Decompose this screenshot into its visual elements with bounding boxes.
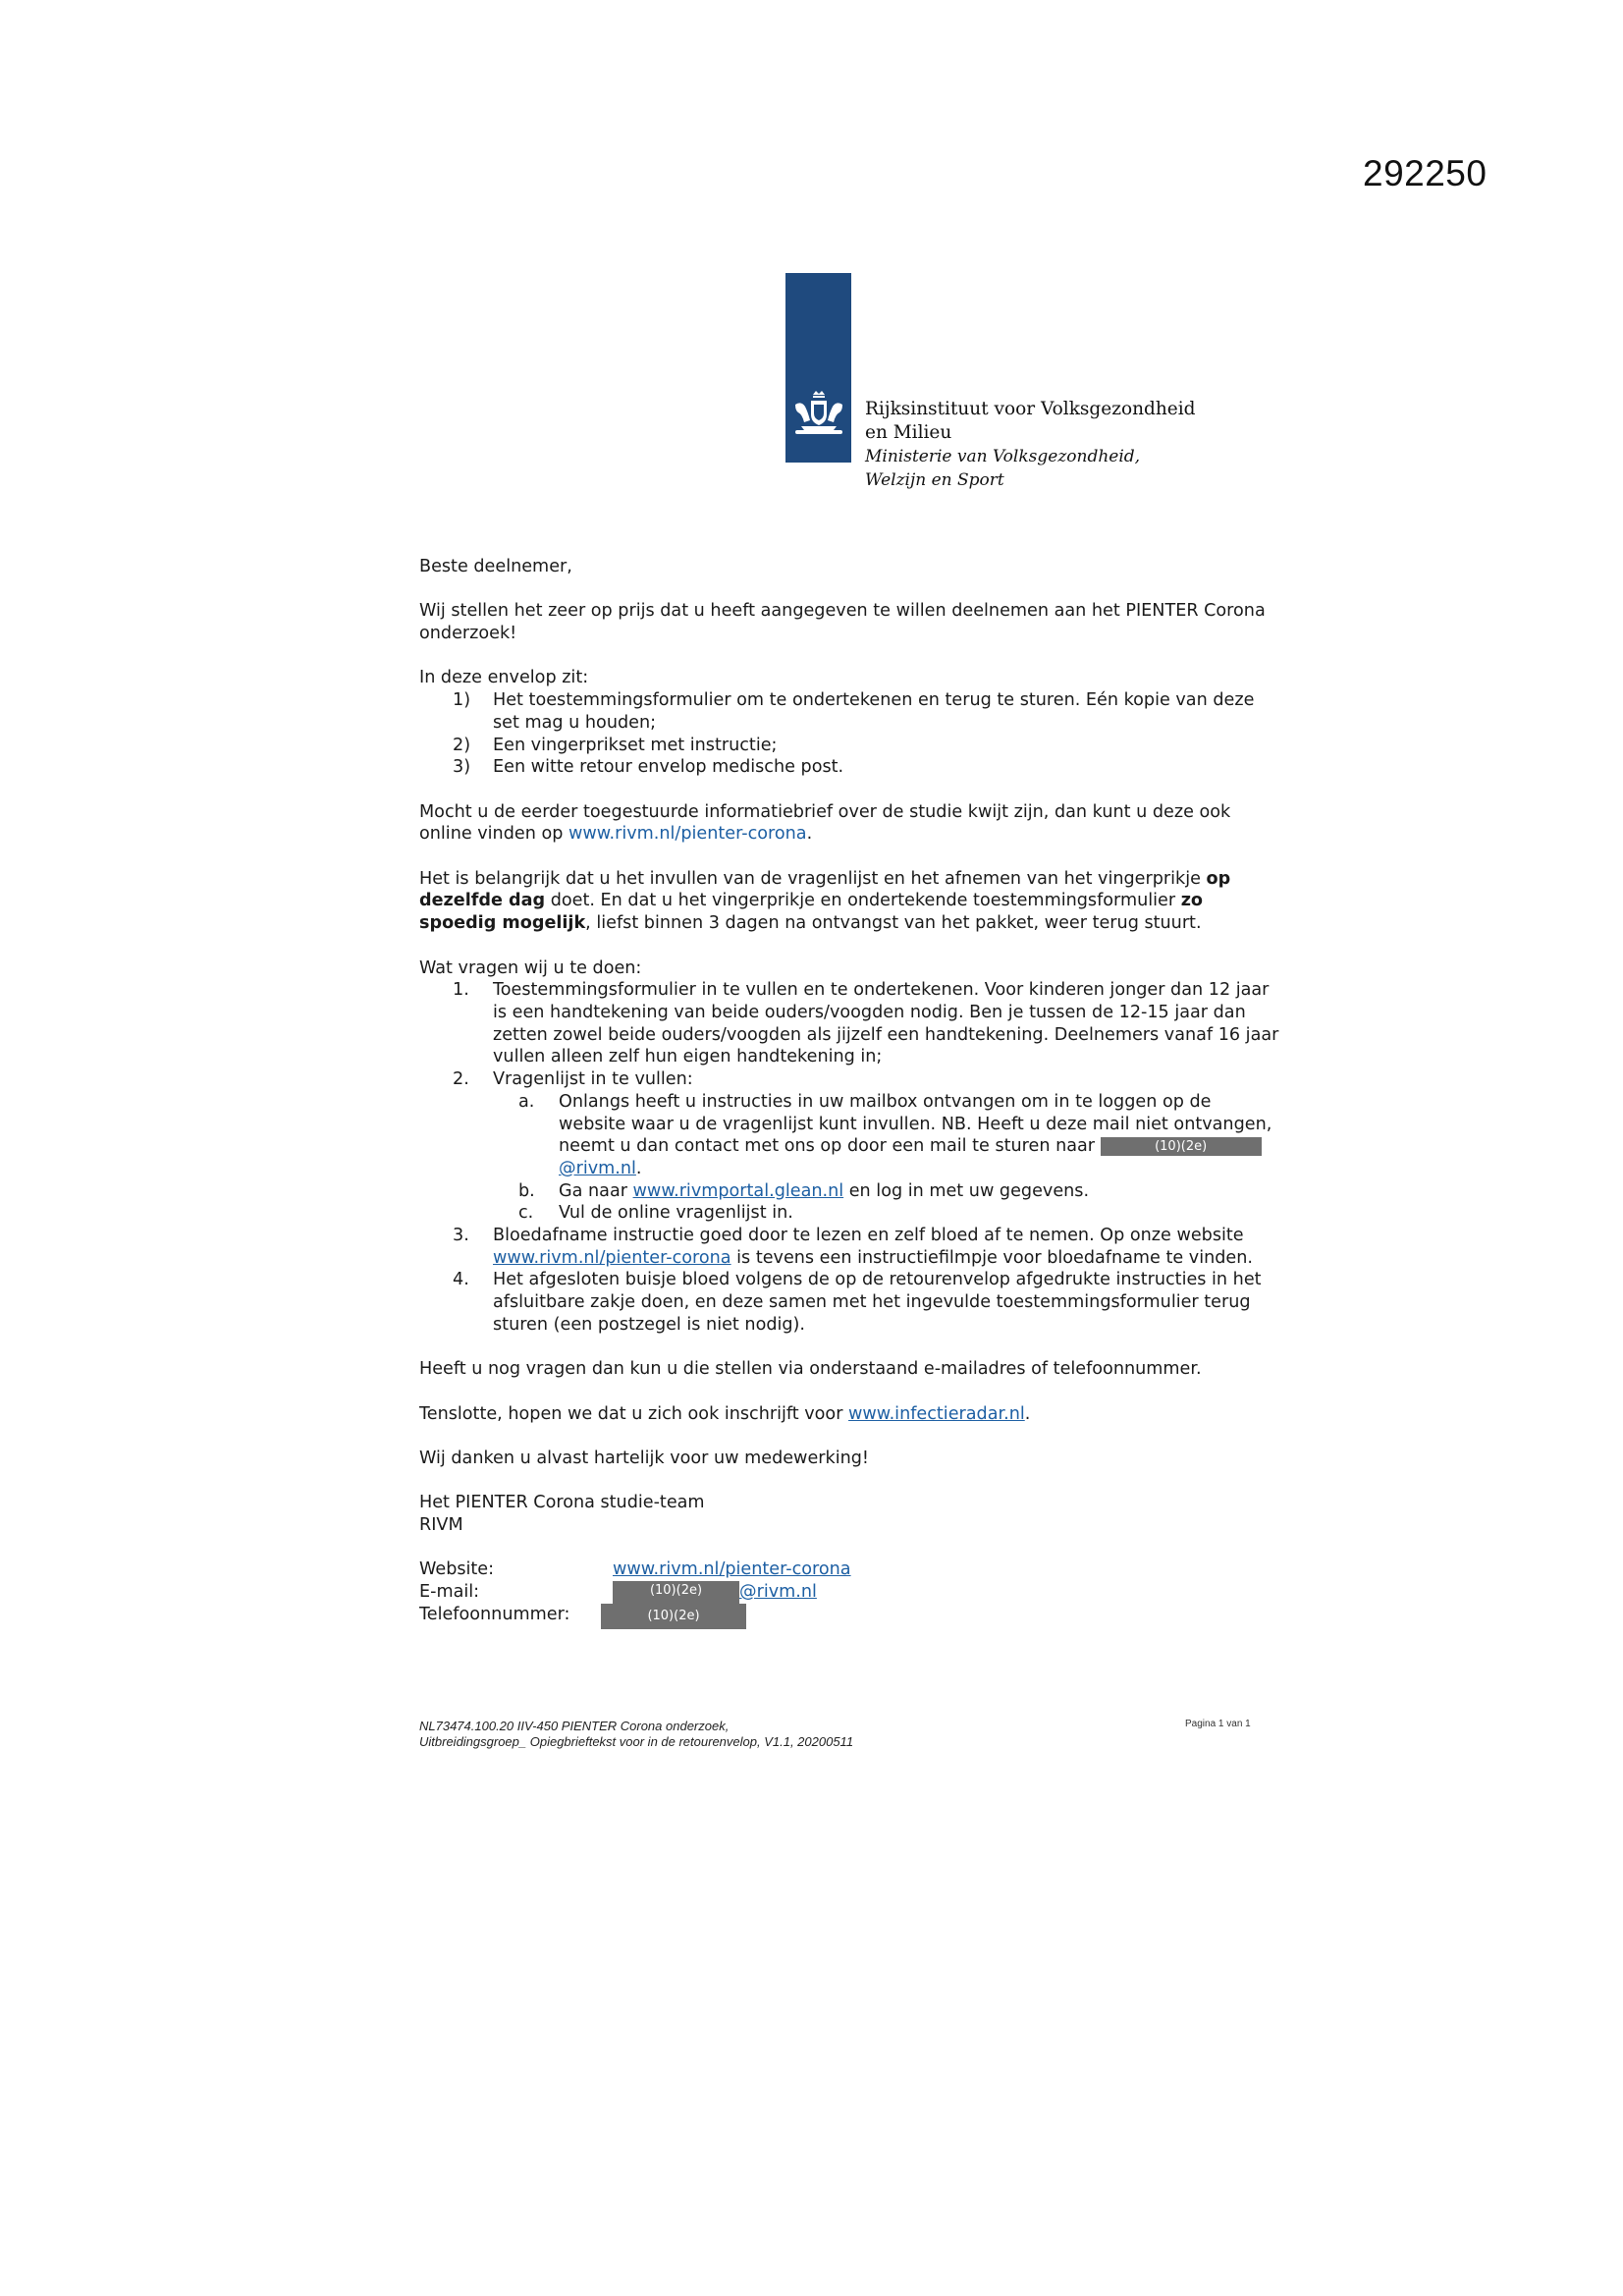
pienter-link[interactable]: www.rivm.nl/pienter-corona bbox=[493, 1247, 731, 1268]
list-item: 3. Bloedafname instructie goed door te lezen en zelf bloed af te nemen. Op onze website www.rivm.nl/pienter-corona is tevens een instructiefilmpje voor bloedafname te vinden. bbox=[453, 1226, 1253, 1268]
important-paragraph: Het is belangrijk dat u het invullen van de vragenlijst en het afnemen van het vingerprikje op dezelfde dag doet. En dat u het vingerprikje en ondertekende toestemmingsformulier zo spoedig mogelijk, liefst binnen 3 dagen na ontvangst van het pakket, weer terug stuurt. bbox=[419, 868, 1231, 934]
list-item: 1) Het toestemmingsformulier om te ondertekenen en terug te sturen. Eén kopie van deze set mag u houden; bbox=[453, 690, 1255, 733]
redacted-block: (10)(2e) bbox=[1101, 1137, 1262, 1156]
info-paragraph: Mocht u de eerder toegestuurde informatiebrief over de studie kwijt zijn, dan kunt u deze ook online vinden op www.rivm.nl/pienter-corona. bbox=[419, 801, 1231, 845]
list-item: 4. Het afgesloten buisje bloed volgens de op de retourenvelop afgedrukte instructies in het afsluitbare zakje doen, en deze samen met het ingevulde toestemmingsformulier terug sturen (een postzegel is niet nodig). bbox=[453, 1270, 1262, 1335]
email-link[interactable]: @rivm.nl bbox=[739, 1582, 817, 1603]
document-number: 292250 bbox=[1363, 153, 1488, 193]
letter-body bbox=[419, 556, 1283, 1629]
signature: RIVM bbox=[419, 1515, 463, 1536]
contact-website: Website: www.rivm.nl/pienter-corona bbox=[419, 1559, 851, 1580]
footer: NL73474.100.20 IIV-450 PIENTER Corona onderzoek, Uitbreidingsgroep_ Opiegbrieftekst voor in de retourenvelop, V1.1, 20200511 bbox=[419, 1719, 854, 1749]
thanks-paragraph: Wij danken u alvast hartelijk voor uw medewerking! bbox=[419, 1449, 869, 1468]
greeting: Beste deelnemer, bbox=[419, 557, 572, 576]
crest-icon bbox=[791, 391, 846, 440]
list-item: 1. Toestemmingsformulier in te vullen en te ondertekenen. Voor kinderen jonger dan 12 jaar is een handtekening van beide ouders/voogden nodig. Ben je tussen de 12-15 jaar dan zetten zowel beide ouders/voogden als jijzelf een handtekening. Deelnemers vanaf 16 jaar vullen alleen zelf hun eigen handtekening in; bbox=[453, 980, 1279, 1067]
contact-email: E-mail: (10)(2e) @rivm.nl bbox=[419, 1582, 817, 1603]
intro-paragraph: Wij stellen het zeer op prijs dat u heeft aangegeven te willen deelnemen aan het PIENTER Corona onderzoek! bbox=[419, 601, 1266, 644]
portal-link[interactable]: www.rivmportal.glean.nl bbox=[632, 1180, 844, 1201]
infectieradar-link[interactable]: www.infectieradar.nl bbox=[848, 1403, 1025, 1424]
page-number: Pagina 1 van 1 bbox=[1185, 1719, 1251, 1729]
todo-heading: Wat vragen wij u te doen: bbox=[419, 957, 642, 978]
redacted-block: (10)(2e) bbox=[601, 1604, 746, 1629]
list-item: 2) Een vingerprikset met instructie; bbox=[453, 735, 778, 755]
contact-phone: Telefoonnummer: (10)(2e) bbox=[419, 1604, 1283, 1629]
questions-paragraph: Heeft u nog vragen dan kun u die stellen via onderstaand e-mailadres of telefoonnummer. bbox=[419, 1359, 1202, 1380]
list-item: a. Onlangs heeft u instructies in uw mailbox ontvangen om in te loggen op de website waar u de vragenlijst kunt invullen. NB. Heeft u deze mail niet ontvangen, neemt u dan contact met ons op door een mail te sturen naar (10)(2e)@rivm.nl. bbox=[518, 1091, 1272, 1178]
redacted-block: (10)(2e) bbox=[613, 1581, 739, 1604]
list-item: 3) Een witte retour envelop medische post. bbox=[453, 757, 844, 778]
finally-paragraph: Tenslotte, hopen we dat u zich ook inschrijft voor www.infectieradar.nl. bbox=[419, 1403, 1031, 1424]
signature: Het PIENTER Corona studie-team bbox=[419, 1493, 705, 1513]
list-item: c. Vul de online vragenlijst in. bbox=[518, 1203, 793, 1224]
list-item: 2. Vragenlijst in te vullen: bbox=[453, 1069, 693, 1090]
list-item: b. Ga naar www.rivmportal.glean.nl en log in met uw gegevens. bbox=[518, 1180, 1090, 1201]
pienter-link[interactable]: www.rivm.nl/pienter-corona bbox=[568, 824, 807, 845]
organization-name: Rijksinstituut voor Volksgezondheid en Milieu Ministerie van Volksgezondheid, Welzijn en Sport bbox=[865, 399, 1196, 490]
website-link[interactable]: www.rivm.nl/pienter-corona bbox=[613, 1559, 851, 1580]
envelope-heading: In deze envelop zit: bbox=[419, 668, 589, 688]
email-link[interactable]: @rivm.nl bbox=[559, 1158, 636, 1178]
